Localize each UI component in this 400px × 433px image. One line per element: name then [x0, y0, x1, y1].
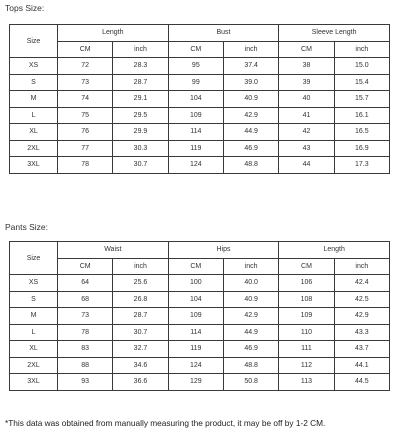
measurement-cell: 30.7 — [113, 157, 168, 174]
measurement-cell: 29.9 — [113, 124, 168, 141]
column-group-sleeve-length: Sleeve Length — [279, 25, 390, 42]
measurement-footnote: *This data was obtained from manually measuring the product, it may be off by 1-2 CM. — [5, 418, 326, 428]
unit-header: inch — [113, 258, 168, 275]
table-row — [10, 357, 390, 374]
measurement-cell: 73 — [58, 74, 113, 91]
measurement-cell: 114 — [168, 324, 223, 341]
measurement-cell: 16.1 — [334, 107, 389, 124]
size-label-cell: L — [10, 107, 58, 124]
size-label-cell: XL — [10, 341, 58, 358]
size-label-cell: 3XL — [10, 374, 58, 391]
column-group-hips: Hips — [168, 242, 279, 259]
measurement-cell: 119 — [168, 140, 223, 157]
measurement-cell: 95 — [168, 58, 223, 75]
pants-size-table — [9, 241, 390, 391]
table-row — [10, 107, 390, 124]
measurement-cell: 78 — [58, 157, 113, 174]
measurement-cell: 108 — [279, 291, 334, 308]
measurement-cell: 104 — [168, 91, 223, 108]
measurement-cell: 46.9 — [223, 341, 278, 358]
table-unit-row — [10, 41, 390, 58]
measurement-cell: 39.0 — [223, 74, 278, 91]
measurement-cell: 32.7 — [113, 341, 168, 358]
measurement-cell: 109 — [168, 308, 223, 325]
size-label-cell: 2XL — [10, 140, 58, 157]
measurement-cell: 26.8 — [113, 291, 168, 308]
column-group-waist: Waist — [58, 242, 169, 259]
measurement-cell: 78 — [58, 324, 113, 341]
measurement-cell: 17.3 — [334, 157, 389, 174]
measurement-cell: 76 — [58, 124, 113, 141]
measurement-cell: 42 — [279, 124, 334, 141]
measurement-cell: 42.5 — [334, 291, 389, 308]
measurement-cell: 29.1 — [113, 91, 168, 108]
size-label-cell: L — [10, 324, 58, 341]
measurement-cell: 113 — [279, 374, 334, 391]
measurement-cell: 43.7 — [334, 341, 389, 358]
table-row — [10, 58, 390, 75]
measurement-cell: 44 — [279, 157, 334, 174]
measurement-cell: 111 — [279, 341, 334, 358]
table-row — [10, 74, 390, 91]
measurement-cell: 41 — [279, 107, 334, 124]
measurement-cell: 28.7 — [113, 308, 168, 325]
size-label-cell: 2XL — [10, 357, 58, 374]
size-label-cell: XL — [10, 124, 58, 141]
measurement-cell: 36.6 — [113, 374, 168, 391]
measurement-cell: 83 — [58, 341, 113, 358]
unit-header: inch — [223, 258, 278, 275]
measurement-cell: 16.5 — [334, 124, 389, 141]
measurement-cell: 124 — [168, 157, 223, 174]
measurement-cell: 16.9 — [334, 140, 389, 157]
measurement-cell: 42.9 — [223, 308, 278, 325]
size-label-cell: XS — [10, 275, 58, 292]
size-label-cell: M — [10, 91, 58, 108]
unit-header: CM — [279, 258, 334, 275]
measurement-cell: 43.3 — [334, 324, 389, 341]
measurement-cell: 75 — [58, 107, 113, 124]
measurement-cell: 44.1 — [334, 357, 389, 374]
measurement-cell: 93 — [58, 374, 113, 391]
size-label-cell: 3XL — [10, 157, 58, 174]
column-group-bust: Bust — [168, 25, 279, 42]
measurement-cell: 106 — [279, 275, 334, 292]
measurement-cell: 42.4 — [334, 275, 389, 292]
measurement-cell: 104 — [168, 291, 223, 308]
measurement-cell: 42.9 — [223, 107, 278, 124]
table-header-row — [10, 242, 390, 259]
column-group-length: Length — [58, 25, 169, 42]
measurement-cell: 64 — [58, 275, 113, 292]
measurement-cell: 40.0 — [223, 275, 278, 292]
measurement-cell: 38 — [279, 58, 334, 75]
measurement-cell: 15.0 — [334, 58, 389, 75]
measurement-cell: 42.9 — [334, 308, 389, 325]
column-group-length: Length — [279, 242, 390, 259]
measurement-cell: 43 — [279, 140, 334, 157]
measurement-cell: 50.8 — [223, 374, 278, 391]
measurement-cell: 34.6 — [113, 357, 168, 374]
table-row — [10, 124, 390, 141]
measurement-cell: 37.4 — [223, 58, 278, 75]
unit-header: CM — [58, 258, 113, 275]
size-label-cell: M — [10, 308, 58, 325]
size-label-cell: S — [10, 291, 58, 308]
measurement-cell: 74 — [58, 91, 113, 108]
table-row — [10, 275, 390, 292]
measurement-cell: 100 — [168, 275, 223, 292]
table-row — [10, 374, 390, 391]
unit-header: CM — [279, 41, 334, 58]
table-header-row — [10, 25, 390, 42]
measurement-cell: 77 — [58, 140, 113, 157]
unit-header: CM — [168, 41, 223, 58]
pants-size-title: Pants Size: — [5, 222, 48, 232]
unit-header: CM — [168, 258, 223, 275]
unit-header: inch — [334, 41, 389, 58]
measurement-cell: 15.7 — [334, 91, 389, 108]
measurement-cell: 119 — [168, 341, 223, 358]
measurement-cell: 109 — [279, 308, 334, 325]
table-row — [10, 157, 390, 174]
measurement-cell: 124 — [168, 357, 223, 374]
size-header: Size — [10, 242, 58, 275]
measurement-cell: 114 — [168, 124, 223, 141]
measurement-cell: 68 — [58, 291, 113, 308]
tops-size-title: Tops Size: — [5, 3, 45, 13]
measurement-cell: 25.6 — [113, 275, 168, 292]
measurement-cell: 88 — [58, 357, 113, 374]
measurement-cell: 40.9 — [223, 291, 278, 308]
tops-size-table — [9, 24, 390, 174]
measurement-cell: 39 — [279, 74, 334, 91]
measurement-cell: 15.4 — [334, 74, 389, 91]
table-row — [10, 341, 390, 358]
measurement-cell: 29.5 — [113, 107, 168, 124]
measurement-cell: 109 — [168, 107, 223, 124]
measurement-cell: 30.3 — [113, 140, 168, 157]
measurement-cell: 44.9 — [223, 324, 278, 341]
measurement-cell: 110 — [279, 324, 334, 341]
measurement-cell: 129 — [168, 374, 223, 391]
measurement-cell: 40 — [279, 91, 334, 108]
measurement-cell: 48.8 — [223, 357, 278, 374]
measurement-cell: 44.9 — [223, 124, 278, 141]
unit-header: inch — [334, 258, 389, 275]
measurement-cell: 99 — [168, 74, 223, 91]
table-row — [10, 308, 390, 325]
table-row — [10, 324, 390, 341]
measurement-cell: 28.7 — [113, 74, 168, 91]
measurement-cell: 48.8 — [223, 157, 278, 174]
measurement-cell: 73 — [58, 308, 113, 325]
table-row — [10, 91, 390, 108]
size-label-cell: XS — [10, 58, 58, 75]
measurement-cell: 28.3 — [113, 58, 168, 75]
measurement-cell: 30.7 — [113, 324, 168, 341]
measurement-cell: 112 — [279, 357, 334, 374]
measurement-cell: 40.9 — [223, 91, 278, 108]
size-label-cell: S — [10, 74, 58, 91]
table-row — [10, 140, 390, 157]
unit-header: inch — [113, 41, 168, 58]
measurement-cell: 46.9 — [223, 140, 278, 157]
unit-header: CM — [58, 41, 113, 58]
table-unit-row — [10, 258, 390, 275]
unit-header: inch — [223, 41, 278, 58]
measurement-cell: 72 — [58, 58, 113, 75]
measurement-cell: 44.5 — [334, 374, 389, 391]
size-header: Size — [10, 25, 58, 58]
table-row — [10, 291, 390, 308]
